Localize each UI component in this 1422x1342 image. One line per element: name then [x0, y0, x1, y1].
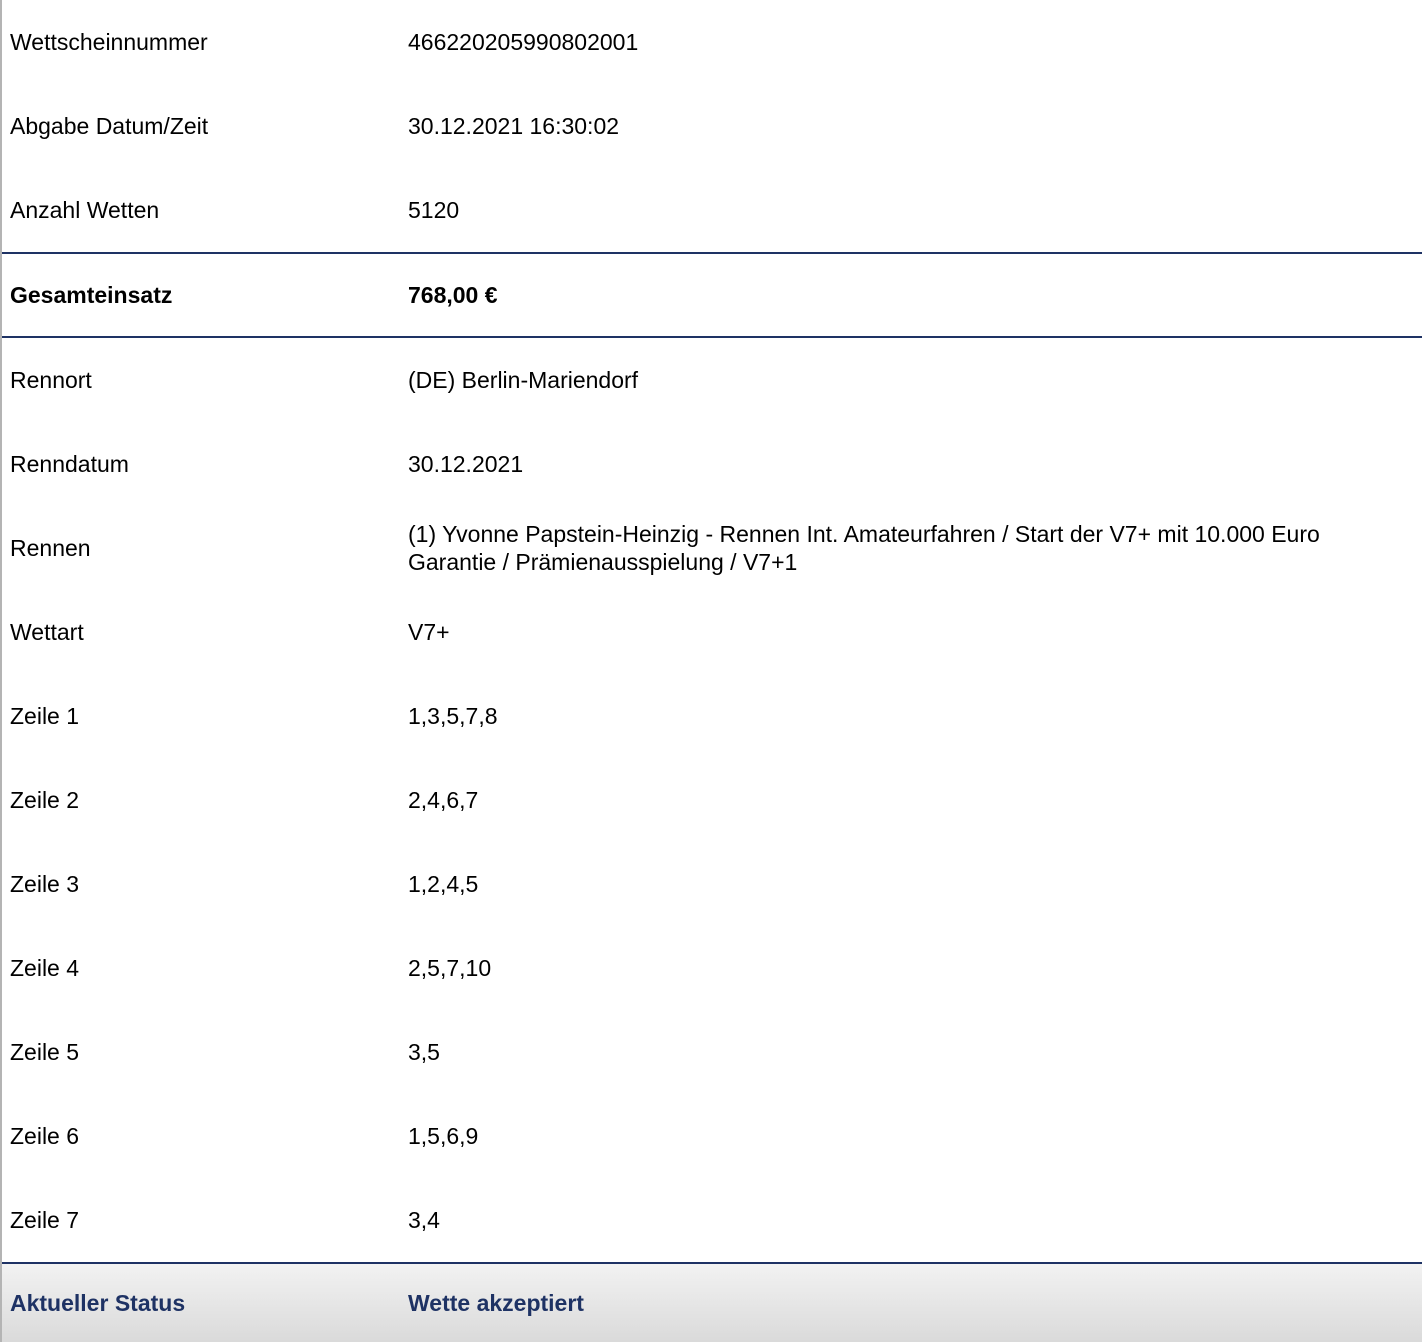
selection-line-row-1 [2, 674, 1422, 758]
venue-value: (DE) Berlin-Mariendorf [408, 367, 639, 393]
submitted-datetime-label: Abgabe Datum/Zeit [10, 113, 209, 139]
ticket-number-value: 466220205990802001 [408, 29, 639, 55]
bet-type-row [2, 590, 1422, 674]
selection-line-value: 3,4 [408, 1207, 440, 1233]
selection-line-row-6 [2, 1094, 1422, 1178]
race-date-row [2, 422, 1422, 506]
total-stake-label: Gesamteinsatz [10, 282, 173, 308]
selection-line-value: 2,4,6,7 [408, 787, 479, 813]
selection-line-label: Zeile 4 [10, 955, 80, 981]
race-row [2, 506, 1422, 590]
race-label: Rennen [10, 535, 91, 561]
selection-line-value: 1,3,5,7,8 [408, 703, 498, 729]
bet-count-label: Anzahl Wetten [10, 197, 160, 223]
selection-line-row-3 [2, 842, 1422, 926]
ticket-number-row [2, 0, 1422, 84]
venue-row [2, 338, 1422, 422]
selection-line-row-4 [2, 926, 1422, 1010]
selection-line-label: Zeile 5 [10, 1039, 80, 1065]
selection-line-label: Zeile 1 [10, 703, 80, 729]
venue-label: Rennort [10, 367, 92, 393]
submitted-datetime-row [2, 84, 1422, 168]
selection-line-value: 3,5 [408, 1039, 440, 1065]
bet-type-label: Wettart [10, 619, 84, 645]
race-date-label: Renndatum [10, 451, 129, 477]
current-status-row [2, 1262, 1422, 1342]
selection-line-label: Zeile 3 [10, 871, 80, 897]
ticket-number-label: Wettscheinnummer [10, 29, 208, 55]
submitted-datetime-value: 30.12.2021 16:30:02 [408, 113, 620, 139]
selection-line-row-5 [2, 1010, 1422, 1094]
selection-line-label: Zeile 7 [10, 1207, 80, 1233]
total-stake-value: 768,00 € [408, 282, 498, 308]
race-value: (1) Yvonne Papstein-Heinzig - Rennen Int. Amateurfahren / Start der V7+ mit 10.000 Euro Garantie / Prämienausspielung / V7+1 [408, 521, 1320, 575]
selection-line-label: Zeile 2 [10, 787, 80, 813]
current-status-value: Wette akzeptiert [408, 1290, 584, 1316]
selection-line-row-2 [2, 758, 1422, 842]
selection-line-row-7 [2, 1178, 1422, 1262]
race-date-value: 30.12.2021 [408, 451, 524, 477]
selection-line-label: Zeile 6 [10, 1123, 80, 1149]
selection-line-value: 1,5,6,9 [408, 1123, 479, 1149]
bet-count-row [2, 168, 1422, 252]
current-status-label: Aktueller Status [10, 1290, 186, 1316]
total-stake-row [2, 252, 1422, 338]
bet-type-value: V7+ [408, 619, 450, 645]
selection-line-value: 2,5,7,10 [408, 955, 492, 981]
selection-line-value: 1,2,4,5 [408, 871, 479, 897]
bet-count-value: 5120 [408, 197, 460, 223]
